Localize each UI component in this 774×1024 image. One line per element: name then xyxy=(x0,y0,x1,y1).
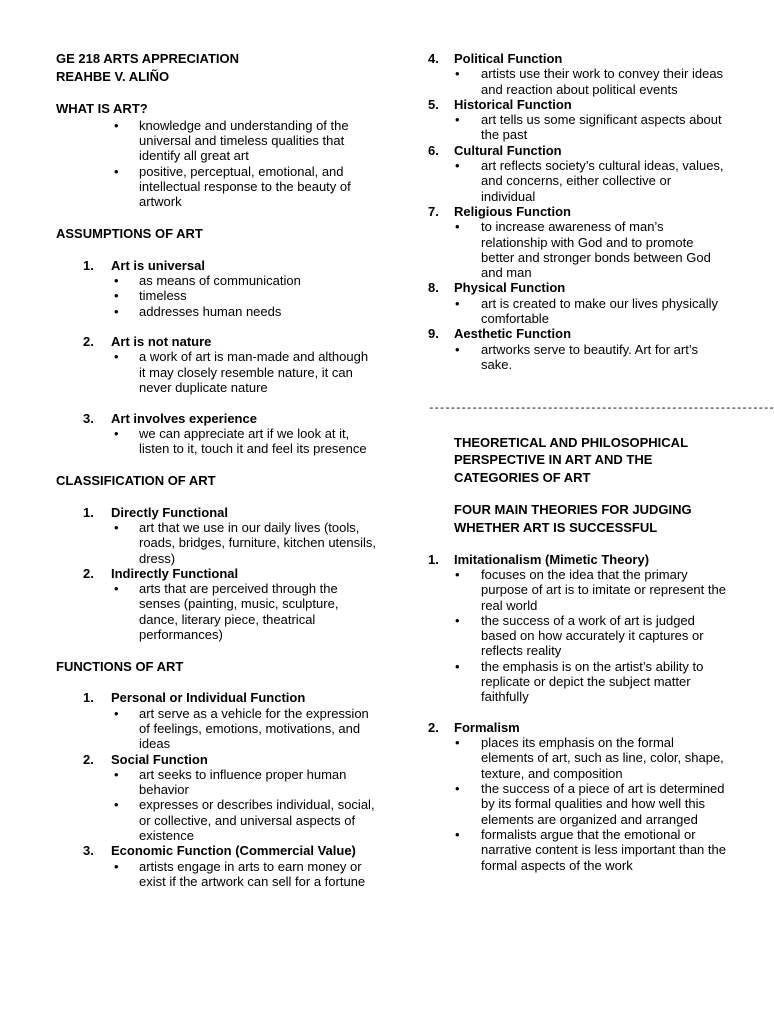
function-item-1: 1. Personal or Individual Function xyxy=(83,690,306,706)
list-item: • artists use their work to convey their ideas and reaction about political events xyxy=(428,66,728,97)
theory-subheading: FOUR MAIN THEORIES FOR JUDGING WHETHER ART IS SUCCESSFUL xyxy=(454,502,692,535)
list-item: • art tells us some significant aspects about the past xyxy=(428,112,728,143)
classification-item-1: 1. Directly Functional xyxy=(83,504,229,520)
what-is-art-heading: WHAT IS ART? xyxy=(56,101,148,117)
function-item-4: 4. Political Function xyxy=(428,51,563,66)
function-item-5: 5. Historical Function xyxy=(428,96,572,112)
theory-heading: THEORETICAL AND PHILOSOPHICAL PERSPECTIVE IN ART AND THE CATEGORIES OF ART xyxy=(454,434,688,485)
function-item-7: 7. Religious Function xyxy=(428,203,571,219)
course-title: GE 218 ARTS APPRECIATION xyxy=(56,51,239,66)
function-item-9: 9. Aesthetic Function xyxy=(428,326,572,342)
what-is-art-list xyxy=(56,118,376,210)
list-item: • formalists argue that the emotional or narrative content is less important than the formal aspects of the work xyxy=(428,827,728,873)
list-item: • addresses human needs xyxy=(56,304,376,319)
list-item: • expresses or describes individual, social, or collective, and universal aspects of existence xyxy=(56,797,376,843)
list-item: • art is created to make our lives physically comfortable xyxy=(428,296,728,327)
list-item: • art that we use in our daily lives (tools, roads, bridges, furniture, kitchen utensils, dress) xyxy=(56,520,376,566)
list-item: • the emphasis is on the artist’s ability to replicate or depict the subject matter faithfully xyxy=(428,659,728,705)
list-item: • arts that are perceived through the senses (painting, music, sculpture, dance, literary piece, theatrical performances) xyxy=(56,581,376,642)
list-item: • knowledge and understanding of the universal and timeless qualities that identify all great art xyxy=(56,118,376,164)
list-item: • timeless xyxy=(56,288,376,303)
classification-item-2: 2. Indirectly Functional xyxy=(83,565,239,581)
list-item: • places its emphasis on the formal elements of art, such as line, color, shape, texture, and composition xyxy=(428,735,728,781)
right-column xyxy=(428,0,774,873)
list-item: • artworks serve to beautify. Art for art’s sake. xyxy=(428,342,728,373)
function-item-3: 3. Economic Function (Commercial Value) xyxy=(83,843,356,859)
left-column xyxy=(56,0,376,889)
list-item: • art reflects society’s cultural ideas, values, and concerns, either collective or individual xyxy=(428,158,728,204)
assumption-item-3: 3. Art involves experience xyxy=(83,410,257,426)
list-item: • positive, perceptual, emotional, and intellectual response to the beauty of artwork xyxy=(56,164,376,210)
list-item: • art seeks to influence proper human behavior xyxy=(56,767,376,798)
assumptions-heading: ASSUMPTIONS OF ART xyxy=(56,225,203,241)
section-divider: ---------------------------------------------------------------- xyxy=(428,403,774,416)
theory-item-2: 2. Formalism xyxy=(428,719,520,735)
list-item: • as means of communication xyxy=(56,273,376,288)
list-item: • we can appreciate art if we look at it, listen to it, touch it and feel its presence xyxy=(56,426,376,457)
assumption-item-1: 1. Art is universal xyxy=(83,257,205,273)
list-item: • the success of a piece of art is determined by its formal qualities and how well this elements are organized and arranged xyxy=(428,781,728,827)
classification-heading: CLASSIFICATION OF ART xyxy=(56,472,216,488)
functions-heading: FUNCTIONS OF ART xyxy=(56,658,184,674)
function-item-6: 6. Cultural Function xyxy=(428,142,562,158)
list-item: • a work of art is man-made and although it may closely resemble nature, it can never duplicate nature xyxy=(56,349,376,395)
list-item: • the success of a work of art is judged based on how accurately it captures or reflects reality xyxy=(428,613,728,659)
function-item-2: 2. Social Function xyxy=(83,751,208,767)
author-name: REAHBE V. ALIÑO xyxy=(56,68,170,84)
theory-item-1: 1. Imitationalism (Mimetic Theory) xyxy=(428,551,650,567)
list-item: • art serve as a vehicle for the expression of feelings, emotions, motivations, and ideas xyxy=(56,706,376,752)
list-item: • focuses on the idea that the primary purpose of art is to imitate or represent the real world xyxy=(428,567,728,613)
list-item: • artists engage in arts to earn money or exist if the artwork can sell for a fortune xyxy=(56,859,376,890)
function-item-8: 8. Physical Function xyxy=(428,280,566,296)
assumption-item-2: 2. Art is not nature xyxy=(83,334,212,350)
list-item: • to increase awareness of man’s relationship with God and to promote better and stronger bonds between God and man xyxy=(428,219,728,280)
